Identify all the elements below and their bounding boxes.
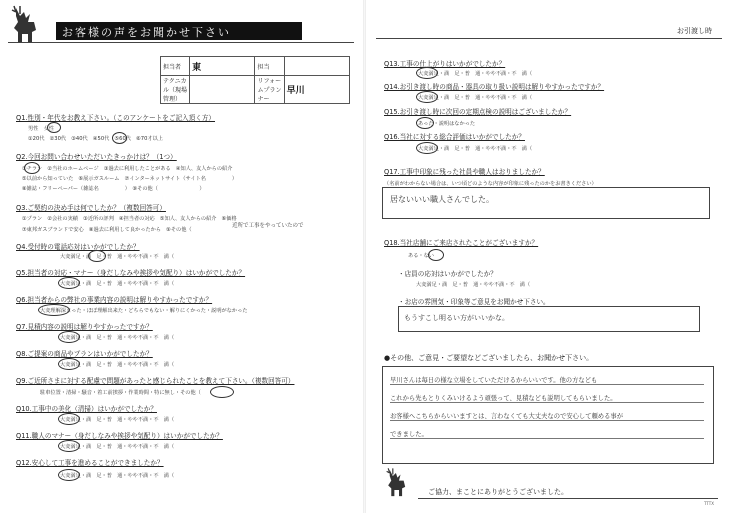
q13-scale: 大変満足・満 足・普 通・やや不満・不 満（ — [418, 71, 533, 77]
q5-scale: 大変満足・満 足・普 通・やや不満・不 満（ — [60, 281, 175, 287]
q4-scale: 大変満足・満 足・普 通・やや不満・不 満（ — [60, 254, 175, 260]
q11: Q11.職人のマナー（身だしなみや挨拶や気配り）はいかがでしたか？ — [16, 432, 223, 440]
q2-options-2: ⑤以前から知っていた ⑥展示ガスルーム ⑦インターネットサイト（サイト名 ） — [22, 176, 238, 182]
staff-table — [160, 56, 350, 104]
answer-circle — [416, 117, 434, 129]
q6-scale: 大変理解深まった・ほぼ理解出来た・どちらでもない・解りにくかった・説明がなかった — [40, 308, 248, 314]
answer-circle — [58, 440, 80, 452]
tech-label: テクニカル（現場管理） — [161, 76, 190, 104]
page-subtitle: お引渡し時 — [677, 27, 712, 35]
answer-circle — [38, 304, 70, 316]
answer-circle — [58, 331, 80, 343]
q18-options: ある・ない — [408, 253, 434, 259]
q8: Q8.ご提案の商品やプランはいかがでしたか？ — [16, 350, 153, 358]
q2: Q2.今回お問い合わせいただいたきっかけは？（1つ） — [16, 153, 177, 161]
comment-line-2: これから先もとりくみいけるよう頑張って、見積なども説明してもらいました。 — [390, 395, 617, 402]
q5: Q5.担当者の対応・マナー（身だしなみや挨拶や気配り）はいかがでしたか？ — [16, 269, 246, 277]
answer-circle — [428, 249, 444, 261]
q3-options-1: ①プラン ②会社の実績 ③近所の評判 ④担当者の対応 ⑤知人、友人からの紹介 ⑥価格 — [22, 216, 237, 222]
q1: Q1.性別・年代をお教え下さい。（このアンケートをご記入頂く方） — [16, 114, 216, 122]
sales-value: 東 — [190, 57, 255, 76]
footer-divider — [418, 498, 718, 499]
answer-circle — [416, 67, 438, 79]
answer-circle — [24, 162, 40, 174]
q13: Q13.工事の仕上がりはいかがでしたか？ — [384, 60, 506, 68]
design-label: 担当 — [255, 57, 284, 76]
q7-scale: 大変満足・満 足・普 通・やや不満・不 満（ — [60, 335, 175, 341]
answer-circle — [58, 277, 80, 289]
divider — [376, 38, 722, 39]
q4: Q4.受付時の電話応対はいかがでしたか？ — [16, 243, 140, 251]
answer-circle — [58, 358, 80, 370]
sales-label: 担当者 — [161, 57, 190, 76]
deer-logo-icon — [6, 4, 50, 46]
q2-options-1: ①チラシ ②当社のホームページ ③過去に利用したことがある ④知人、友人からの紹介 — [22, 166, 233, 172]
page-number: TTTX — [704, 501, 714, 506]
q16: Q16.当社に対する総合評価はいかがでしたか？ — [384, 133, 525, 141]
atmosphere-answer: もうすこし明るい方がいいかな。 — [404, 314, 509, 322]
q3-options-2: ⑦東邦ガスブランドで安心 ⑧過去に利用して良かったから ⑨その他（ — [22, 227, 192, 233]
answer-circle — [416, 142, 438, 154]
q9: Q9.ご近所さまに対する配慮で問題があったと感じられたことを教えて下さい。（複数回答可） — [16, 377, 295, 385]
q9-options: 駐車位置・清掃・騒音・着工前挨拶・作業時間・特に無し・その他（ — [40, 390, 201, 396]
q3-handwritten: 近所で工事をやっていたので — [232, 223, 304, 229]
q3: Q3.ご契約の決め手は何でしたか？（複数回答可） — [16, 204, 166, 212]
shop-question: ・店員の応対はいかがでしたか？ — [398, 270, 497, 278]
other-comments-heading: ●その他、ご意見・ご要望などございましたら、お聞かせ下さい。 — [384, 354, 594, 362]
reform-value: 早川 — [284, 76, 349, 104]
q17-answer: 居ないいい職人さんでした。 — [390, 195, 494, 204]
answer-circle — [58, 469, 80, 481]
comment-line-3: お客様へこちらからいいますとは、言わなくても大丈夫なので安心して頼める事が — [390, 413, 623, 420]
q11-scale: 大変満足・満 足・普 通・やや不満・不 満（ — [60, 444, 175, 450]
q8-scale: 大変満足・満 足・普 通・やや不満・不 満（ — [60, 362, 175, 368]
q1-gender: 男性 女性 — [28, 126, 54, 132]
q14: Q14.お引き渡し時の商品・器具の取り扱い説明は解りやすかったですか？ — [384, 83, 605, 91]
answer-circle — [210, 386, 234, 398]
q15-options: あった・説明はなかった — [418, 121, 476, 127]
left-page — [0, 0, 362, 513]
answer-circle — [416, 91, 438, 103]
right-page — [368, 0, 730, 513]
thanks-text: ご協力、まことにありがとうございました。 — [428, 488, 568, 496]
q17-note: （名前がわからない場合は、いつ頃どのような内容が印象に残ったのかをお書きください） — [384, 181, 597, 187]
deer-logo-icon — [382, 466, 416, 500]
reform-label: リフォームプランナー — [255, 76, 284, 104]
page-title: お客様の声をお聞かせ下さい — [62, 26, 231, 39]
q6: Q6.担当者からの弊社の事業内容の説明は解りやすかったですか？ — [16, 296, 213, 304]
shop-scale: 大変満足・満 足・普 通・やや不満・不 満（ — [416, 282, 531, 288]
q12-scale: 大変満足・満 足・普 通・やや不満・不 満（ — [60, 473, 175, 479]
q14-scale: 大変満足・満 足・普 通・やや不満・不 満（ — [418, 95, 533, 101]
q1-ages: ①20代 ②30代 ③40代 ④50代 ⑤60代 ⑥70才以上 — [28, 136, 163, 142]
atmosphere-question: ・お店の雰囲気・印象等ご意見をお聞かせ下さい。 — [398, 298, 550, 306]
q18: Q18.当社店舗にご来店されたことがございますか？ — [384, 239, 539, 247]
q17: Q17.工事中印象に残った社員や職人はおりましたか？ — [384, 168, 545, 176]
divider — [8, 42, 354, 43]
answer-circle — [58, 413, 80, 425]
answer-circle — [112, 132, 127, 144]
q7: Q7.見積内容の説明は解りやすかったですか？ — [16, 323, 153, 331]
comment-line-4: できました。 — [390, 431, 428, 438]
q15: Q15.お引き渡し時に次回の定期点検の説明はございましたか？ — [384, 108, 572, 116]
q12: Q12.安心して工事を進めることができましたか？ — [16, 459, 164, 467]
q10: Q10.工事中の美化（清掃）はいかがでしたか？ — [16, 405, 157, 413]
q16-scale: 大変満足・満 足・普 通・やや不満・不 満（ — [418, 146, 533, 152]
comment-line-1: 早川さんは毎日の様な立場をしていただけるからいいです。他の方なども — [390, 377, 598, 384]
q2-options-3: ⑧雑誌・フリーペーパー（雑誌名 ） ⑨その他（ ） — [22, 186, 205, 192]
q10-scale: 大変満足・満 足・普 通・やや不満・不 満（ — [60, 417, 175, 423]
page-fold — [363, 0, 366, 513]
answer-circle — [47, 122, 61, 133]
answer-circle — [88, 250, 106, 262]
